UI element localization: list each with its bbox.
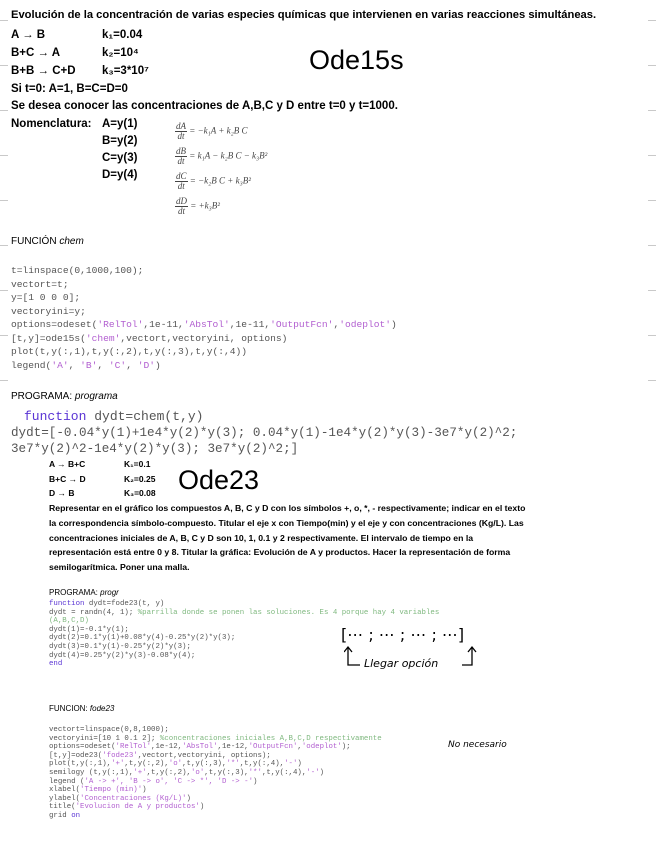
code-block-chem [11, 264, 397, 372]
differential-equation: $\frac{dB}{dt}$ = k₁A − k₂B C − k₃B² [176, 146, 268, 166]
differential-equation: $\frac{dA}{dt}$ = −k₁A + k₂B C [176, 121, 248, 141]
code-line: dydt(3)=0.1*y(1)-0.25*y(2)*y(3); [49, 642, 191, 651]
code-line: plot(t,y(:,1),t,y(:,2),t,y(:,3),t,y(:,4)) [11, 346, 248, 357]
rate-constant: K₂=0.25 [124, 474, 156, 484]
margin-tick [0, 245, 8, 246]
code-line: dydt(2)=0.1*y(1)+0.08*y(4)-0.25*y(2)*y(3); [49, 634, 236, 643]
code-line: dydt(4)=0.25*y(2)*y(3)-0.08*y(4); [49, 651, 196, 660]
code-line: ylabel('Concentraciones (Kg/L)') [49, 794, 191, 803]
code-line: vectort=linspace(0,8,1000); [49, 726, 169, 734]
code-line: 3e7*y(2)^2-1e4*y(2)*y(3); 3e7*y(2)^2;] [11, 442, 299, 456]
handwritten-note: Llegar opción [364, 657, 439, 670]
margin-tick [648, 65, 656, 66]
section-heading-progr: PROGRAMA: progr [49, 588, 119, 597]
code-line: (A,B,C,D) [49, 617, 89, 626]
code-line: vectort=t; [11, 278, 69, 290]
reaction-equation: B+C → D [49, 474, 86, 484]
margin-tick [648, 380, 656, 381]
code-line: function dydt=fode23(t, y) [49, 600, 165, 608]
problem-goal: Se desea conocer las concentraciones de A,B,C y D entre t=0 y t=1000. [11, 100, 398, 112]
section-heading-funcion-chem: FUNCIÓN chem [11, 236, 84, 247]
margin-tick [0, 155, 8, 156]
margin-tick [0, 20, 8, 21]
rate-constant: k₁=0.04 [102, 29, 143, 41]
reaction-equation: B+B → C+D [11, 65, 76, 77]
solver-label: Ode23 [178, 465, 260, 495]
reaction-equation: A → B+C [49, 459, 86, 469]
code-line: title('Evolucion de A y productos') [49, 803, 205, 812]
code-line: dydt=[-0.04*y(1)+1e4*y(2)*y(3); 0.04*y(1)-1e4*y(2)*y(3)-3e7*y(2)^2; [11, 426, 518, 440]
margin-tick [0, 65, 8, 66]
nomenclature-label: Nomenclatura: [11, 118, 92, 130]
code-line: legend ('A -> +', 'B -> o', 'C -> *', 'D -> -') [49, 777, 258, 786]
margin-tick [648, 200, 656, 201]
code-block-fode23 [49, 726, 382, 821]
code-line: dydt = randn(4, 1); %parrilla donde se ponen las soluciones. Es 4 porque hay 4 variables [49, 608, 440, 617]
code-line: grid on [49, 811, 81, 820]
margin-tick [648, 155, 656, 156]
margin-tick [648, 245, 656, 246]
differential-equation: $\frac{dC}{dt}$ = −k₂B C + k₃B² [176, 171, 251, 191]
document-title: Evolución de la concentración de varias especies químicas que intervienen en varias reacciones simultáneas. [11, 9, 597, 21]
code-line: vectoryini=y; [11, 305, 86, 317]
code-line: end [49, 660, 63, 669]
handwritten-note: No necesario [448, 740, 507, 750]
code-line: options=odeset('RelTol',1e-11,'AbsTol',1e-11,'OutputFcn','odeplot') [11, 319, 397, 330]
reaction-equation: D → B [49, 488, 75, 498]
reaction-equation: B+C → A [11, 47, 61, 59]
code-line: dydt(1)=-0.1*y(1); [49, 625, 129, 634]
rate-constant: k₂=10⁴ [102, 47, 139, 59]
margin-tick [0, 335, 8, 336]
code-line: plot(t,y(:,1),'+',t,y(:,2),'o',t,y(:,3),'*',t,y(:,4),'-') [49, 760, 302, 769]
code-block-programa-body [11, 425, 517, 457]
initial-conditions: Si t=0: A=1, B=C=D=0 [11, 83, 128, 95]
code-line: t=linspace(0,1000,100); [11, 265, 144, 276]
nomenclature-item: A=y(1) [102, 118, 138, 130]
code-line: legend('A', 'B', 'C', 'D') [11, 359, 161, 371]
margin-tick [0, 380, 8, 381]
rate-constant: K₃=0.08 [124, 488, 156, 498]
nomenclature-item: D=y(4) [102, 169, 138, 181]
code-line: vectoryini=[10 1 0.1 2]; %concentraciones iniciales A,B,C,D respectivamente [49, 734, 382, 743]
margin-tick [648, 335, 656, 336]
code-line: y=[1 0 0 0]; [11, 292, 81, 303]
margin-tick [648, 290, 656, 291]
margin-tick [648, 110, 656, 111]
code-line: [t,y]=ode15s('chem',vectort,vectoryini, options) [11, 332, 288, 344]
section-heading-fode23: FUNCION: fode23 [49, 704, 115, 713]
margin-tick [0, 110, 8, 111]
code-line: options=odeset('RelTol',1e-12,'AbsTol',1e-12,'OutputFcn','odeplot'); [49, 743, 351, 752]
nomenclature-item: C=y(3) [102, 152, 138, 164]
nomenclature-item: B=y(2) [102, 135, 138, 147]
code-line: xlabel('Tiempo (min)') [49, 786, 147, 795]
rate-constant: k₃=3*10⁷ [102, 65, 149, 77]
handwritten-bracket: [⋯ ; ⋯ ; ⋯ ; ⋯] [341, 625, 465, 644]
reaction-equation: A → B [11, 29, 46, 41]
margin-tick [648, 20, 656, 21]
margin-tick [0, 290, 8, 291]
code-block-programa [24, 409, 203, 425]
code-line: [t,y]=ode23('fode23',vectort,vectoryini, options); [49, 751, 271, 760]
section-heading-programa: PROGRAMA: programa [11, 391, 118, 402]
rate-constant: K₁=0.1 [124, 459, 151, 469]
margin-tick [0, 200, 8, 201]
differential-equation: $\frac{dD}{dt}$ = +k₃B² [176, 196, 220, 216]
problem-statement: Representar en el gráfico los compuestos A, B, C y D con los símbolos +, o, *, - respectivamente; indicar en el texto la correspondencia símbolo-compuesto. Titular el eje x con Tiempo(min) y el eje y con concentraciones (Kg/L). Las concentraciones iniciales de A, B, C y D son 10, 1, 0.1 y 2 respectivamente. El intervalo de tiempo en la representación está entre 0 y 8. Titular la gráfica: Evolución de A y productos. Hacer la representación de forma semilogarítmica. Poner una malla. [49, 503, 526, 573]
code-line: semilogy (t,y(:,1),'+',t,y(:,2),'o',t,y(:,3),'*',t,y(:,4),'-') [49, 768, 325, 777]
code-line: function dydt=chem(t,y) [24, 409, 204, 424]
solver-label: Ode15s [309, 45, 404, 75]
